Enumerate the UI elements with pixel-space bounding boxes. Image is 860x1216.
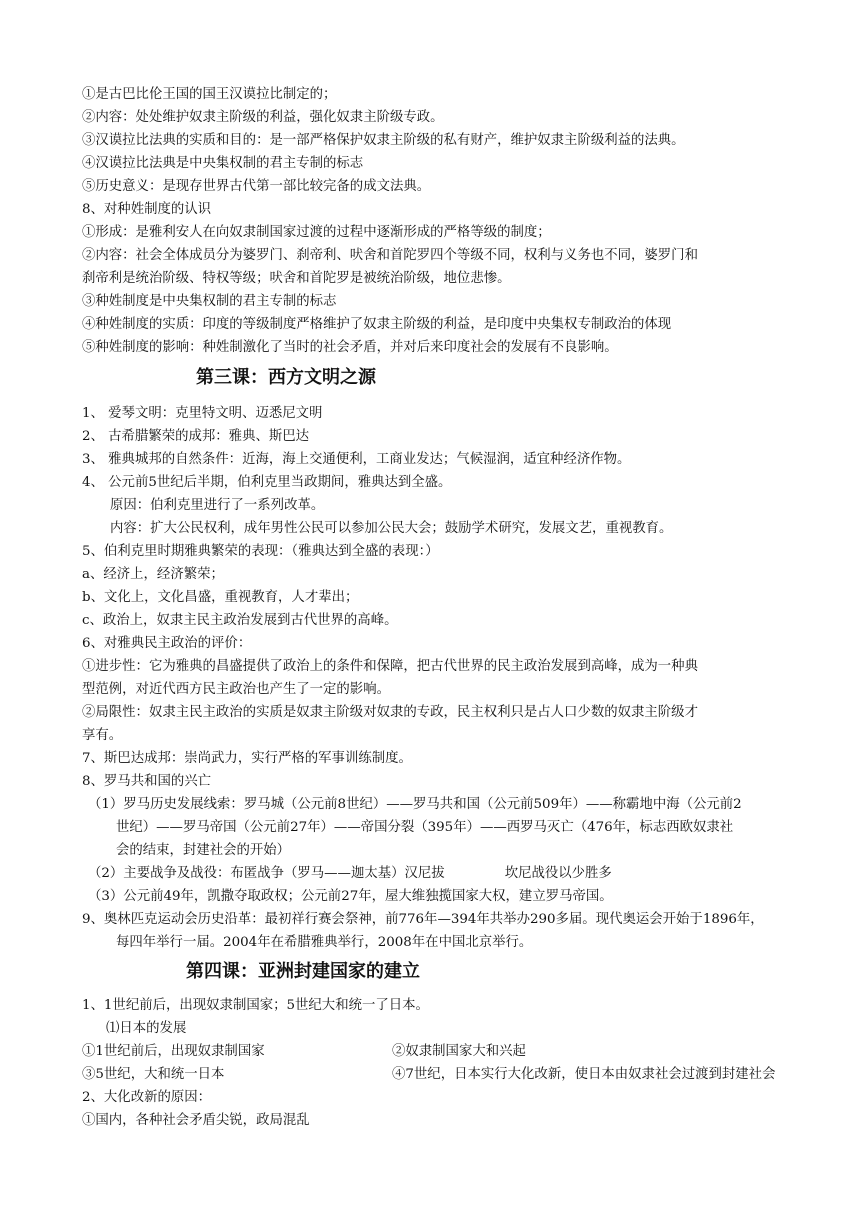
lesson-3-line: 会的结束，封建社会的开始） [116, 843, 291, 858]
lesson-4-line: 2、大化改新的原因： [82, 1090, 212, 1105]
hamurabi-point-4: ④汉谟拉比法典是中央集权制的君主专制的标志 [82, 156, 364, 171]
lesson-3-line: 1、 爱琴文明：克里特文明、迈悉尼文明 [82, 406, 323, 421]
hamurabi-point-1: ①是古巴比伦王国的国王汉谟拉比制定的； [82, 87, 337, 102]
lesson-3-line: （1）罗马历史发展线索：罗马城（公元前8世纪）——罗马共和国（公元前509年）——称霸地中海（公元前2 [88, 797, 742, 812]
lesson-3-line: （3）公元前49年，凯撒夺取政权；公元前27年，屋大维独揽国家大权，建立罗马帝国。 [88, 889, 613, 904]
lesson-3-line: 8、罗马共和国的兴亡 [82, 774, 212, 789]
lesson-3-line: 6、对雅典民主政治的评价： [82, 636, 252, 651]
wars-text: （2）主要战争及战役：布匿战争（罗马——迦太基）汉尼拔 [88, 866, 445, 881]
lesson-4-title: 第四课：亚洲封建国家的建立 [186, 961, 420, 982]
lesson-3-line: c、政治上，奴隶主民主政治发展到古代世界的高峰。 [82, 613, 398, 628]
caste-point-3: ③种姓制度是中央集权制的君主专制的标志 [82, 294, 337, 309]
japan-point-3: ③5世纪，大和统一日本 [82, 1067, 225, 1082]
lesson-3-line: 4、 公元前5世纪后半期，伯利克里当政期间，雅典达到全盛。 [82, 475, 452, 490]
lesson-3-title: 第三课：西方文明之源 [196, 367, 376, 388]
hamurabi-point-3: ③汉谟拉比法典的实质和目的：是一部严格保护奴隶主阶级的私有财产，维护奴隶主阶级利益的法典。 [82, 133, 685, 148]
lesson-3-line: 2、 古希腊繁荣的成邦：雅典、斯巴达 [82, 429, 310, 444]
lesson-4-line [82, 1064, 782, 1086]
caste-point-2-cont: 刹帝利是统治阶级、特权等级；吠舍和首陀罗是被统治阶级，地位悲惨。 [82, 271, 511, 286]
japan-point-1: ①1世纪前后，出现奴隶制国家 [82, 1044, 265, 1059]
lesson-4-line: ①国内，各种社会矛盾尖锐，政局混乱 [82, 1113, 310, 1128]
lesson-3-line: 7、斯巴达成邦：崇尚武力，实行严格的军事训练制度。 [82, 751, 412, 766]
lesson-3-line: 9、奥林匹克运动会历史沿革：最初祥行赛会祭神，前776年—394年共举办290多届。现代奥运会开始于1896年， [82, 912, 764, 927]
hamurabi-point-2: ②内容：处处维护奴隶主阶级的利益，强化奴隶主阶级专政。 [82, 110, 444, 125]
lesson-4-line: 1、1世纪前后，出现奴隶制国家；5世纪大和统一了日本。 [82, 998, 429, 1013]
caste-section-title: 8、对种姓制度的认识 [82, 202, 212, 217]
lesson-3-line: 5、伯利克里时期雅典繁荣的表现：（雅典达到全盛的表现：） [82, 544, 439, 559]
caste-point-2: ②内容：社会全体成员分为婆罗门、刹帝利、吠舍和首陀罗四个等级不同，权利与义务也不同，婆罗门和 [82, 248, 698, 263]
lesson-3-line: 原因：伯利克里进行了一系列改革。 [110, 498, 325, 513]
cannae-text: 坎尼战役以少胜多 [504, 866, 612, 881]
lesson-3-line: ①进步性：它为雅典的昌盛提供了政治上的条件和保障，把古代世界的民主政治发展到高峰，成为一种典 [82, 659, 698, 674]
lesson-3-line: 每四年举行一届。2004年在希腊雅典举行，2008年在中国北京举行。 [116, 935, 533, 950]
japan-point-4: ④7世纪，日本实行大化改新，使日本由奴隶社会过渡到封建社会 [392, 1067, 776, 1082]
lesson-3-line [88, 863, 788, 885]
caste-point-1: ①形成：是雅利安人在向奴隶制国家过渡的过程中逐渐形成的严格等级的制度； [82, 225, 551, 240]
lesson-3-line: a、经济上，经济繁荣； [82, 567, 224, 582]
hamurabi-point-5: ⑤历史意义：是现存世界古代第一部比较完备的成文法典。 [82, 179, 431, 194]
lesson-3-line: 型范例，对近代西方民主政治也产生了一定的影响。 [82, 682, 390, 697]
caste-point-4: ④种姓制度的实质：印度的等级制度严格维护了奴隶主阶级的利益，是印度中央集权专制政治的体现 [82, 317, 672, 332]
lesson-4-line [82, 1041, 782, 1063]
japan-point-2: ②奴隶制国家大和兴起 [392, 1044, 526, 1059]
lesson-3-line: 世纪）——罗马帝国（公元前27年）——帝国分裂（395年）——西罗马灭亡（476年，标志西欧奴隶社 [116, 820, 734, 835]
lesson-3-line: b、文化上，文化昌盛，重视教育，人才辈出； [82, 590, 359, 605]
lesson-3-line: ②局限性：奴隶主民主政治的实质是奴隶主阶级对奴隶的专政，民主权利只是占人口少数的奴隶主阶级才 [82, 705, 698, 720]
caste-point-5: ⑤种姓制度的影响：种姓制激化了当时的社会矛盾，并对后来印度社会的发展有不良影响。 [82, 340, 618, 355]
lesson-4-line: ⑴日本的发展 [106, 1021, 187, 1036]
lesson-3-line: 内容：扩大公民权利，成年男性公民可以参加公民大会；鼓励学术研究，发展文艺，重视教育。 [110, 521, 673, 536]
lesson-3-line: 3、 雅典城邦的自然条件：近海，海上交通便利，工商业发达；气候湿润，适宜种经济作物。 [82, 452, 631, 467]
lesson-3-line: 享有。 [82, 728, 123, 743]
